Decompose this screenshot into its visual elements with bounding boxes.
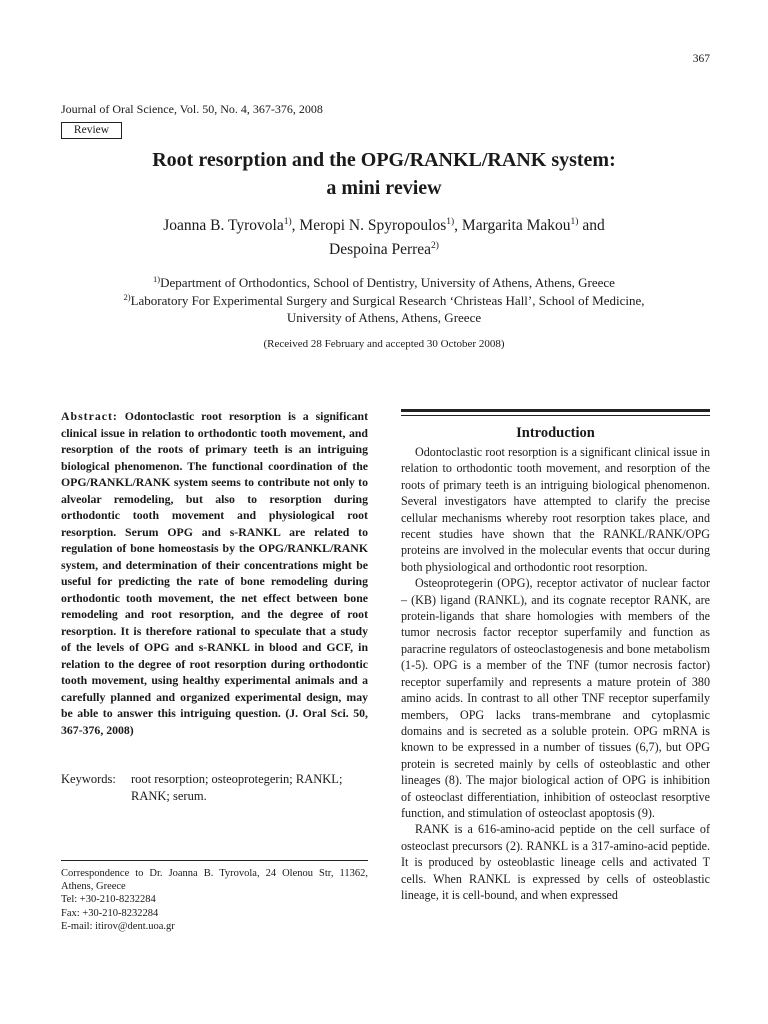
affiliation-mark: 2)	[123, 291, 131, 302]
author-list	[0, 214, 768, 262]
author-affiliation-mark: 1)	[446, 217, 455, 227]
abstract	[61, 408, 368, 738]
author-separator: and	[578, 217, 605, 234]
affiliation-mark: 1)	[153, 274, 161, 284]
keywords	[61, 771, 371, 805]
affiliations	[0, 274, 768, 327]
introduction-body	[401, 444, 710, 903]
correspondence-email: E-mail: itirov@dent.uoa.gr	[61, 920, 175, 932]
author-affiliation-mark: 2)	[431, 241, 439, 251]
correspondence-fax: Fax: +30-210-8232284	[61, 907, 159, 919]
keywords-label: Keywords:	[61, 772, 116, 786]
abstract-label: Abstract:	[61, 409, 118, 423]
section-divider-thin	[401, 415, 710, 416]
article-type-label: Review	[61, 122, 122, 139]
article-title-line-2: a mini review	[326, 177, 442, 199]
paragraph: Odontoclastic root resorption is a significant clinical issue in relation to orthodontic tooth movement, and resorption of the roots of primary teeth is an intriguing biological phenomenon. Several investigators have attempted to clarify the precise cellular mechanisms whereby root resorption takes place, and recent studies have shown that the RANKL/RANK/OPG proteins are involved in the molecular events that occur during both physiological and orthodontic root resorption.	[401, 445, 710, 574]
author-name: Despoina Perrea	[329, 241, 432, 258]
keywords-list: root resorption; osteoprotegerin; RANKL; RANK; serum.	[131, 772, 343, 803]
affiliation-text: Department of Orthodontics, School of Dentistry, University of Athens, Athens, Greece	[160, 275, 615, 290]
article-title	[0, 146, 768, 202]
author-name: Margarita Makou	[461, 217, 571, 234]
author-affiliation-mark: 1)	[283, 217, 292, 227]
author-name: Joanna B. Tyrovola	[163, 217, 284, 234]
abstract-text: Odontoclastic root resorption is a significant clinical issue in relation to orthodontic tooth movement, and resorption of the roots of primary teeth is an intriguing biological phenomenon. The functional coordination of the OPG/RANKL/RANK system seems to contribute not only to alveolar remodeling, but also to resorption during orthodontic tooth movement and physiological root resorption. Serum OPG and s-RANKL are related to regulation of bone homeostasis by the OPG/RANKL/RANK system, and determination of their concentrations might be useful for predicting the rate of bone remodeling during orthodontic tooth movement, the net effect between bone remodeling and root resorption, and the degree of root resorption. It is therefore rational to speculate that a study of the levels of OPG and s-RANKL in blood and GCF, in relation to the degree of root resorption during orthodontic tooth movement, using healthy experimental animals and a carefully planned and organized experimental design, may be able to answer this intriguing question. (J. Oral Sci. 50, 367-376, 2008)	[61, 409, 369, 737]
article-title-line-1: Root resorption and the OPG/RANKL/RANK system:	[152, 149, 616, 171]
affiliation-text-continued: University of Athens, Athens, Greece	[286, 310, 482, 325]
page-number: 367	[692, 53, 710, 65]
journal-citation: Journal of Oral Science, Vol. 50, No. 4, 367-376, 2008	[61, 102, 323, 116]
section-divider-thick	[401, 409, 710, 412]
section-heading: Introduction	[516, 425, 595, 441]
correspondence-tel: Tel: +30-210-8232284	[61, 894, 156, 906]
author-separator: ,	[454, 217, 462, 234]
correspondence-address: Correspondence to Dr. Joanna B. Tyrovola, 24 Olenou Str, 11362, Athens, Greece	[61, 868, 368, 893]
received-dates: (Received 28 February and accepted 30 October 2008)	[263, 338, 505, 350]
paragraph: Osteoprotegerin (OPG), receptor activator of nuclear factor – (KB) ligand (RANKL), and its cognate receptor RANK, are protein-ligands that share homologies with members of the tumor necrosis factor receptor superfamily and function as paracrine regulators of osteoclastogenesis and bone metabolism (1-5). OPG is a member of the TNF (tumor necrosis factor) receptor superfamily and represents a mature protein of 380 amino acids. In contrast to all other TNF receptor superfamily members, OPG lacks trans-membrane and cytoplasmic domains and is secreted as a soluble protein. OPG mRNA is known to be expressed in a number of tissues (6,7), but OPG protein is secreted mainly by cells of osteoblastic and other lineages (8). The major biological action of OPG is inhibition of osteoclast differentiation, inhibition of osteoclast resorptive function, and stimulation of osteoclast apoptosis (9).	[401, 576, 710, 820]
footnote-divider	[61, 860, 368, 861]
author-name: Meropi N. Spyropoulos	[299, 217, 447, 234]
author-affiliation-mark: 1)	[570, 217, 579, 227]
affiliation-text: Laboratory For Experimental Surgery and Surgical Research ‘Christeas Hall’, School of Medicine,	[130, 292, 645, 308]
paragraph: RANK is a 616-amino-acid peptide on the cell surface of osteoclast precursors (2). RANKL is a 317-amino-acid peptide. It is produced by osteoblastic lineage cells and activated T cells. When RANKL is expressed by cells of osteoblastic lineage, it is cell-bound, and when expressed	[401, 822, 710, 902]
author-separator: ,	[291, 217, 300, 234]
correspondence-footnote	[61, 867, 368, 933]
